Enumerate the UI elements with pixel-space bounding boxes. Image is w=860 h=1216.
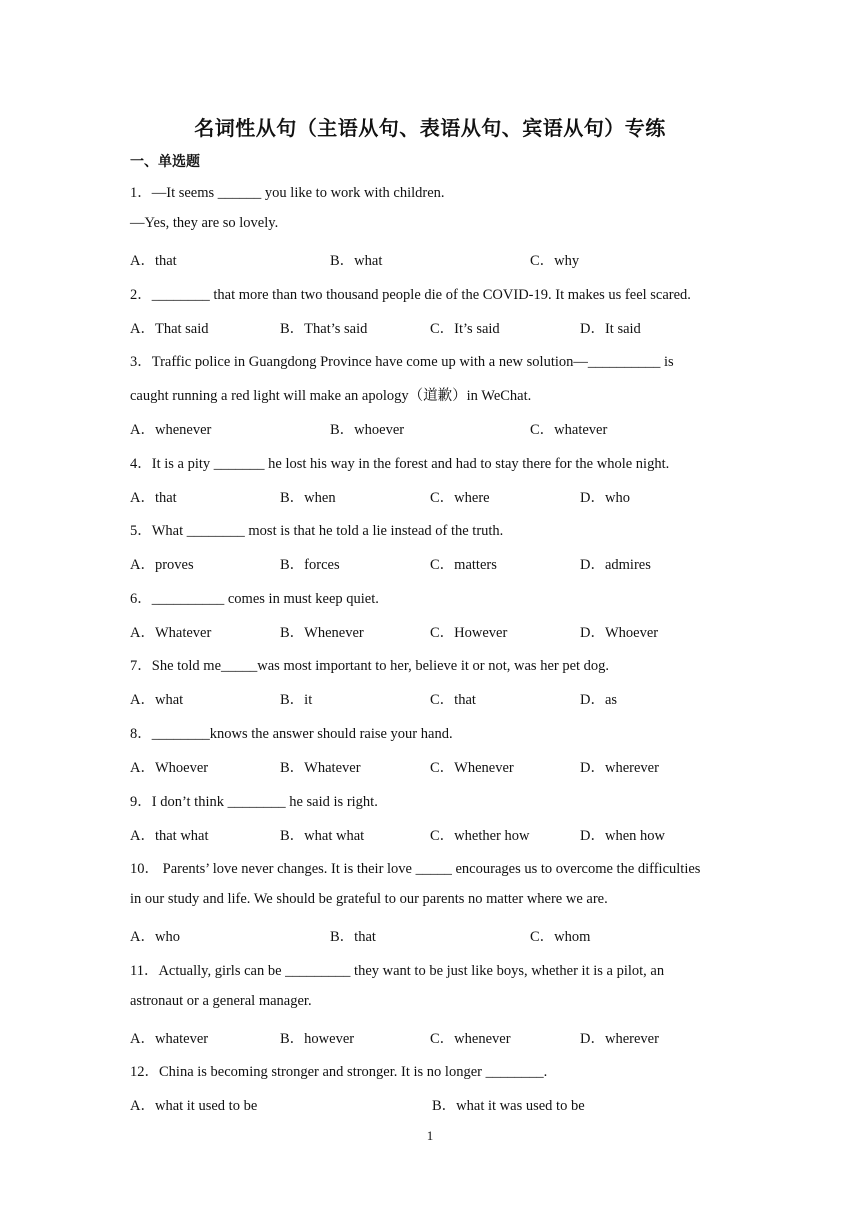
- question-7-option-b: B．it: [280, 692, 313, 708]
- question-5-option-a: A．proves: [130, 557, 194, 573]
- question-10-line-2: in our study and life. We should be grateful to our parents no matter where we are.: [130, 891, 608, 907]
- question-3-option-b: B．whoever: [330, 422, 405, 438]
- question-3-option-c: C．whatever: [530, 422, 608, 438]
- question-11-option-a: A．whatever: [130, 1031, 209, 1047]
- question-2-option-d: D．It said: [580, 321, 641, 337]
- question-11-line-2: astronaut or a general manager.: [130, 993, 312, 1009]
- question-1-option-b: B．what: [330, 253, 383, 269]
- question-7-option-d: D．as: [580, 692, 618, 708]
- question-4-option-d: D．who: [580, 490, 630, 506]
- question-10-line-1: 10． Parents’ love never changes. It is their love _____ encourages us to overcome the difficulties: [130, 861, 701, 877]
- section-heading: 一、单选题: [130, 154, 200, 170]
- question-6-option-a: A．Whatever: [130, 625, 212, 641]
- question-7-option-a: A．what: [130, 692, 184, 708]
- question-1-line-2: —Yes, they are so lovely.: [130, 215, 279, 231]
- question-2-option-c: C．It’s said: [430, 321, 500, 337]
- question-1-line-1: 1．—It seems ______ you like to work with children.: [130, 185, 445, 201]
- question-7-option-c: C．that: [430, 692, 476, 708]
- question-8-option-d: D．wherever: [580, 760, 659, 776]
- question-3-line-2: caught running a red light will make an apology（道歉）in WeChat.: [130, 388, 532, 404]
- question-6-option-b: B．Whenever: [280, 625, 364, 641]
- question-11-option-c: C．whenever: [430, 1031, 511, 1047]
- question-1-option-c: C．why: [530, 253, 580, 269]
- page-number: 1: [426, 1128, 434, 1143]
- question-4-option-b: B．when: [280, 490, 336, 506]
- question-5-option-d: D．admires: [580, 557, 651, 573]
- question-3-option-a: A．whenever: [130, 422, 212, 438]
- question-11-option-b: B．however: [280, 1031, 355, 1047]
- question-10-option-c: C．whom: [530, 929, 591, 945]
- question-5-option-b: B．forces: [280, 557, 340, 573]
- question-2-option-a: A．That said: [130, 321, 209, 337]
- question-3-line-1: 3．Traffic police in Guangdong Province have come up with a new solution—__________ is: [130, 354, 674, 370]
- question-9-option-c: C．whether how: [430, 828, 530, 844]
- question-9-line-1: 9．I don’t think ________ he said is right.: [130, 794, 378, 810]
- question-6-line-1: 6．__________ comes in must keep quiet.: [130, 591, 379, 607]
- question-4-option-c: C．where: [430, 490, 490, 506]
- question-7-line-1: 7．She told me_____was most important to her, believe it or not, was her pet dog.: [130, 658, 610, 674]
- question-8-option-c: C．Whenever: [430, 760, 514, 776]
- page-title: 名词性从句（主语从句、表语从句、宾语从句）专练: [194, 116, 666, 140]
- question-8-option-b: B．Whatever: [280, 760, 361, 776]
- question-4-line-1: 4．It is a pity _______ he lost his way in the forest and had to stay there for the whole night.: [130, 456, 670, 472]
- question-8-line-1: 8．________knows the answer should raise your hand.: [130, 726, 453, 742]
- question-4-option-a: A．that: [130, 490, 177, 506]
- question-6-option-d: D．Whoever: [580, 625, 659, 641]
- question-12-option-b: B．what it was used to be: [432, 1098, 585, 1114]
- question-12-option-a: A．what it used to be: [130, 1098, 258, 1114]
- question-11-line-1: 11．Actually, girls can be _________ they want to be just like boys, whether it is a pilot, an: [130, 963, 665, 979]
- question-10-option-a: A．who: [130, 929, 180, 945]
- question-5-line-1: 5．What ________ most is that he told a lie instead of the truth.: [130, 523, 504, 539]
- question-6-option-c: C．However: [430, 625, 508, 641]
- question-2-line-1: 2．________ that more than two thousand people die of the COVID-19. It makes us feel scared.: [130, 287, 691, 303]
- question-9-option-a: A．that what: [130, 828, 209, 844]
- question-2-option-b: B．That’s said: [280, 321, 368, 337]
- question-11-option-d: D．wherever: [580, 1031, 659, 1047]
- question-9-option-d: D．when how: [580, 828, 665, 844]
- question-9-option-b: B．what what: [280, 828, 365, 844]
- question-1-option-a: A．that: [130, 253, 177, 269]
- question-5-option-c: C．matters: [430, 557, 497, 573]
- question-12-line-1: 12．China is becoming stronger and stronger. It is no longer ________.: [130, 1064, 548, 1080]
- question-10-option-b: B．that: [330, 929, 376, 945]
- question-8-option-a: A．Whoever: [130, 760, 209, 776]
